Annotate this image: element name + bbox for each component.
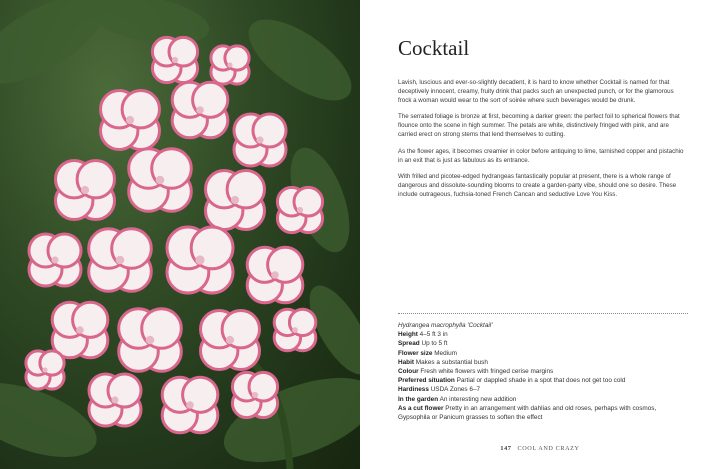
floret-center xyxy=(195,255,204,264)
spec-label: Preferred situation xyxy=(398,377,455,385)
plant-specs xyxy=(398,321,688,422)
spec-value: Fresh white flowers with fringed cerise margins xyxy=(420,368,554,376)
spec-value: 4–5 ft 3 in xyxy=(419,331,448,339)
floret-center xyxy=(196,106,204,114)
floret-center xyxy=(231,196,239,204)
spec-spread xyxy=(398,339,688,348)
floret-center xyxy=(126,116,134,124)
floret-center xyxy=(42,367,47,372)
spec-value: Partial or dappled shade in a spot that does not get too cold xyxy=(456,377,626,385)
floret-center xyxy=(51,256,58,263)
latin-name: Hydrangea macrophylla 'Cocktail' xyxy=(398,322,493,329)
leaf-shape xyxy=(236,4,360,115)
article-body xyxy=(398,78,686,206)
floret-center xyxy=(226,336,234,344)
floret-center xyxy=(146,336,155,345)
spec-value: Up to 5 ft xyxy=(421,340,448,348)
spec-value: USDA Zones 6–7 xyxy=(430,386,481,394)
spec-value: An interesting new addition xyxy=(439,395,517,403)
paragraph-4: With frilled and picotee-edged hydrangeas fantastically popular at present, there is a whole range of dangerous and dissolute-sounding blooms to create a garden-party vibe, should one so desire. These include outrageous, fuchsia-toned French Cancan and seductive Love You Kiss. xyxy=(398,172,677,198)
floret-center xyxy=(227,62,232,67)
page-number: 147 xyxy=(500,445,512,452)
floret-center xyxy=(292,327,298,333)
floret-center xyxy=(111,396,118,403)
floret-center xyxy=(156,176,165,185)
spec-height xyxy=(398,330,688,339)
floret-center xyxy=(116,256,125,265)
spec-cut-flower xyxy=(398,404,688,422)
spec-situation xyxy=(398,376,688,385)
spec-label: Spread xyxy=(398,340,420,348)
spec-colour xyxy=(398,367,688,376)
paragraph-2: The serrated foliage is bronze at first, becoming a darker green: the perfect foil to spherical flowers that flounce onto the scene in high summer. The petals are white, distinctively fringed with pink, and are carried erect on strong stems that lend themselves to cutting. xyxy=(398,113,680,139)
spec-label: Flower size xyxy=(398,349,433,357)
floret-center xyxy=(81,186,89,194)
spec-label: In the garden xyxy=(398,395,439,403)
spec-label: Height xyxy=(398,331,418,339)
floret-center xyxy=(76,326,84,334)
spec-value: Medium xyxy=(434,349,457,357)
dotted-divider xyxy=(398,313,688,314)
text-page xyxy=(360,0,720,469)
floret-center xyxy=(186,401,194,409)
page-title: Cocktail xyxy=(398,36,470,60)
floret-center xyxy=(172,57,178,63)
spec-in-garden xyxy=(398,395,688,404)
floret-center xyxy=(252,392,258,398)
spec-label: As a cut flower xyxy=(398,404,444,412)
floret-center xyxy=(271,271,279,279)
spec-flower-size xyxy=(398,349,688,358)
spec-value: Makes a substantial bush xyxy=(415,358,488,366)
paragraph-1: Lavish, luscious and ever-so-slightly decadent, it is hard to know whether Cocktail is named for that deceptively innocent, creamy, fruity drink that packs such an unexpected punch, or for the glamorous frock a woman would wear to the sort of soirée where such beverages would be drunk. xyxy=(398,79,674,105)
spec-habit xyxy=(398,358,688,367)
floret-center xyxy=(297,207,303,213)
spec-label: Habit xyxy=(398,358,414,366)
paragraph-3: As the flower ages, it becomes creamier in color before antiquing to lime, tarnished copper and pistachio in an exit that is just as fabulous as its entrance. xyxy=(398,147,684,164)
spec-hardiness xyxy=(398,385,688,394)
spec-label: Hardiness xyxy=(398,386,429,394)
section-name: COOL AND CRAZY xyxy=(517,445,580,452)
page-footer xyxy=(360,445,720,452)
spec-label: Colour xyxy=(398,368,419,376)
spec-value: Pretty in an arrangement with dahlias and old roses, perhaps with cosmos, Gypsophila or Panicum grasses to soften the effect xyxy=(398,404,657,422)
floret-center xyxy=(256,136,263,143)
